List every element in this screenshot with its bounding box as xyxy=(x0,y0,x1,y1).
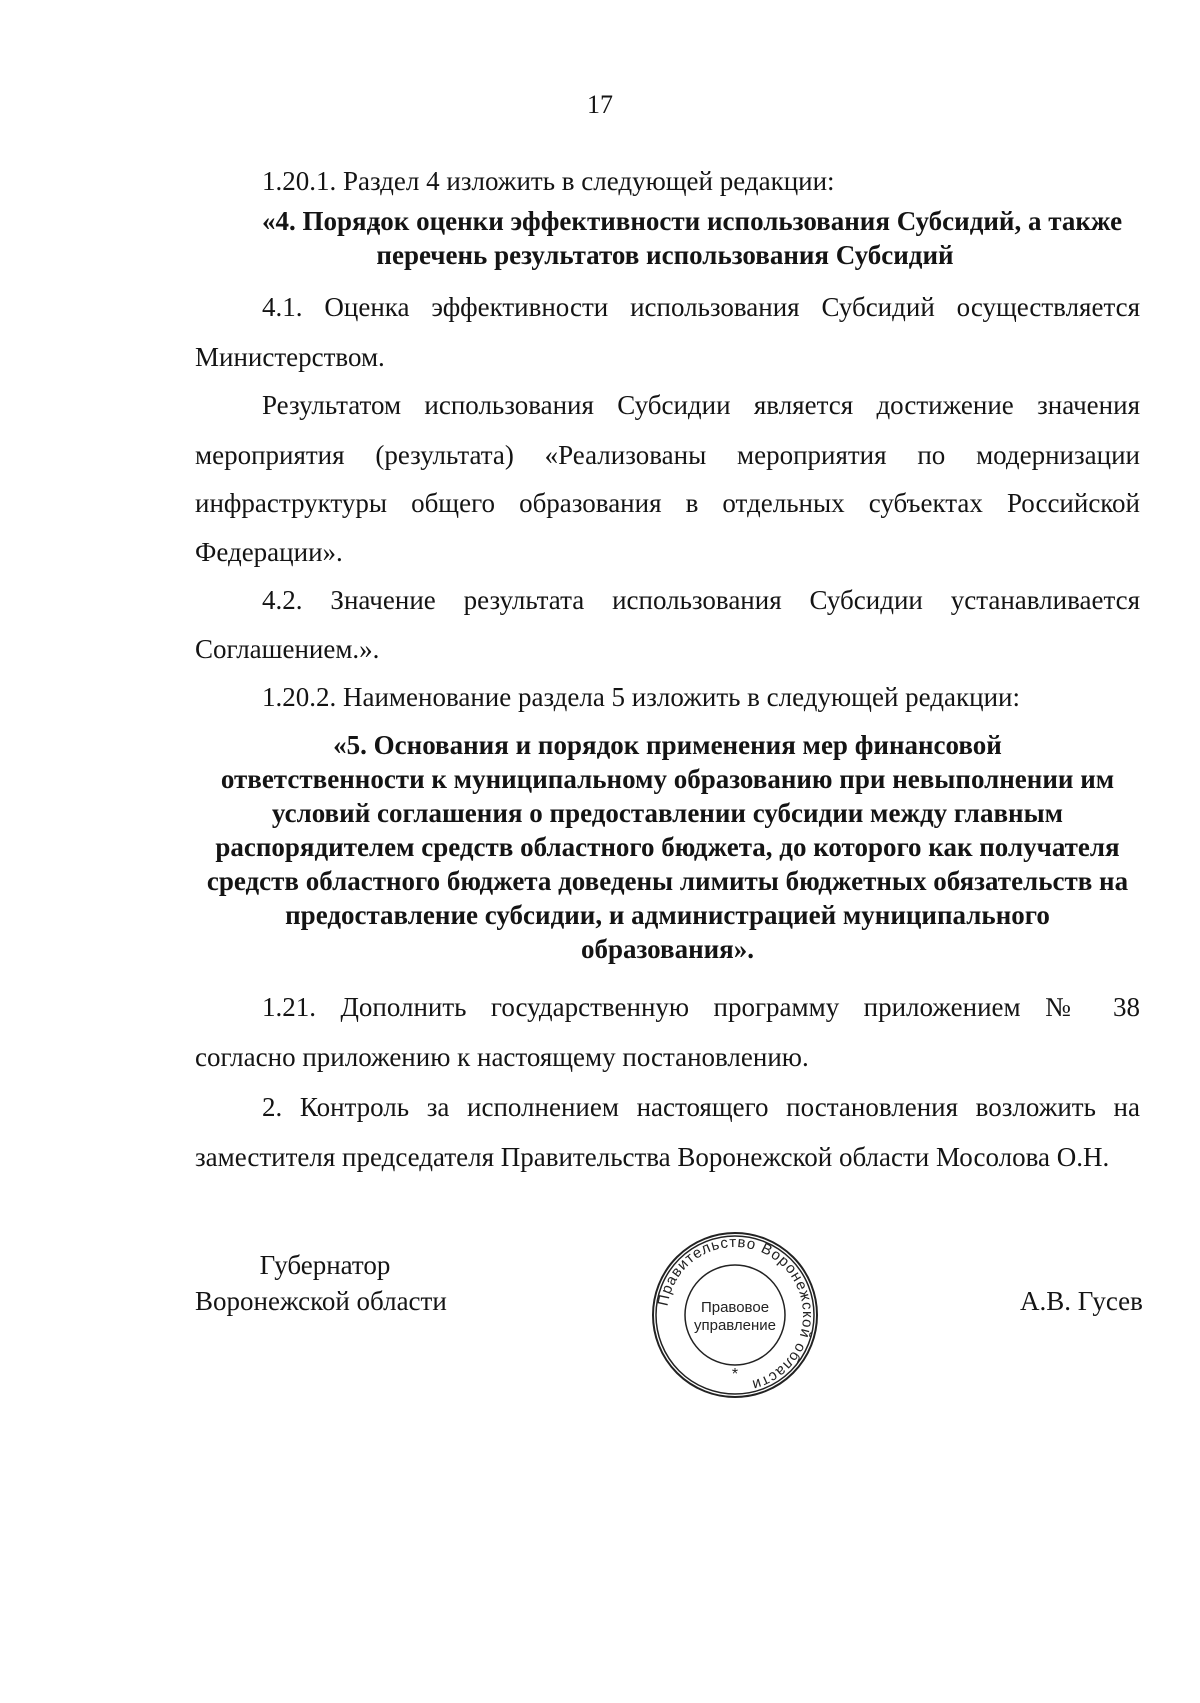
section-5-heading-line2: ответственности к муниципальному образованию при невыполнении им xyxy=(220,764,1115,794)
paragraph-4-2-line2: Соглашением.». xyxy=(195,634,380,664)
stamp-ring-text: Правительство Воронежской области xyxy=(654,1233,817,1394)
paragraph-4-1-line1: 4.1. Оценка эффективности использования Субсидий осуществляется xyxy=(262,292,1140,322)
paragraph-2-line1: 2. Контроль за исполнением настоящего постановления возложить на xyxy=(262,1092,1140,1122)
paragraph-1-20-1: 1.20.1. Раздел 4 изложить в следующей редакции: xyxy=(262,166,835,196)
section-5-heading-line5: средств областного бюджета доведены лимиты бюджетных обязательств на xyxy=(206,866,1129,896)
section-5-heading-line1: «5. Основания и порядок применения мер финансовой xyxy=(333,730,1002,760)
section-5-heading-line6: предоставление субсидии, и администрацией муниципального xyxy=(285,900,1050,930)
section-4-heading-line2: перечень результатов использования Субсидий xyxy=(376,240,954,270)
paragraph-2-line2: заместителя председателя Правительства Воронежской области Мосолова О.Н. xyxy=(195,1142,1110,1172)
paragraph-1-21-line1: 1.21. Дополнить государственную программу приложением № 38 xyxy=(262,992,1140,1022)
section-5-heading-line4: распорядителем средств областного бюджета, до которого как получателя xyxy=(215,832,1120,862)
result-paragraph-line2: мероприятия (результата) «Реализованы мероприятия по модернизации xyxy=(195,440,1140,470)
result-paragraph-line4: Федерации». xyxy=(195,537,343,567)
official-stamp xyxy=(650,1230,820,1400)
paragraph-1-20-2: 1.20.2. Наименование раздела 5 изложить в следующей редакции: xyxy=(262,682,1020,712)
stamp-center-line2: управление xyxy=(693,1317,777,1334)
section-5-heading-line3: условий соглашения о предоставлении субсидии между главным xyxy=(271,798,1064,828)
signatory-title-line1: Губернатор xyxy=(259,1250,391,1280)
signatory-title-line2: Воронежской области xyxy=(195,1286,447,1316)
stamp-center-line1: Правовое xyxy=(700,1299,770,1316)
page-number: 17 xyxy=(587,90,613,119)
section-4-heading-line1: «4. Порядок оценки эффективности использования Субсидий, а также xyxy=(262,206,1123,236)
result-paragraph-line3: инфраструктуры общего образования в отдельных субъектах Российской xyxy=(195,488,1140,518)
paragraph-4-1-line2: Министерством. xyxy=(195,342,385,372)
stamp-star-icon: * xyxy=(731,1366,739,1383)
paragraph-4-2-line1: 4.2. Значение результата использования Субсидии устанавливается xyxy=(262,585,1140,615)
signatory-name: А.В. Гусев xyxy=(1020,1286,1143,1316)
section-5-heading-line7: образования». xyxy=(580,934,755,964)
paragraph-1-21-line2: согласно приложению к настоящему постановлению. xyxy=(195,1042,809,1072)
result-paragraph-line1: Результатом использования Субсидии является достижение значения xyxy=(262,390,1140,420)
